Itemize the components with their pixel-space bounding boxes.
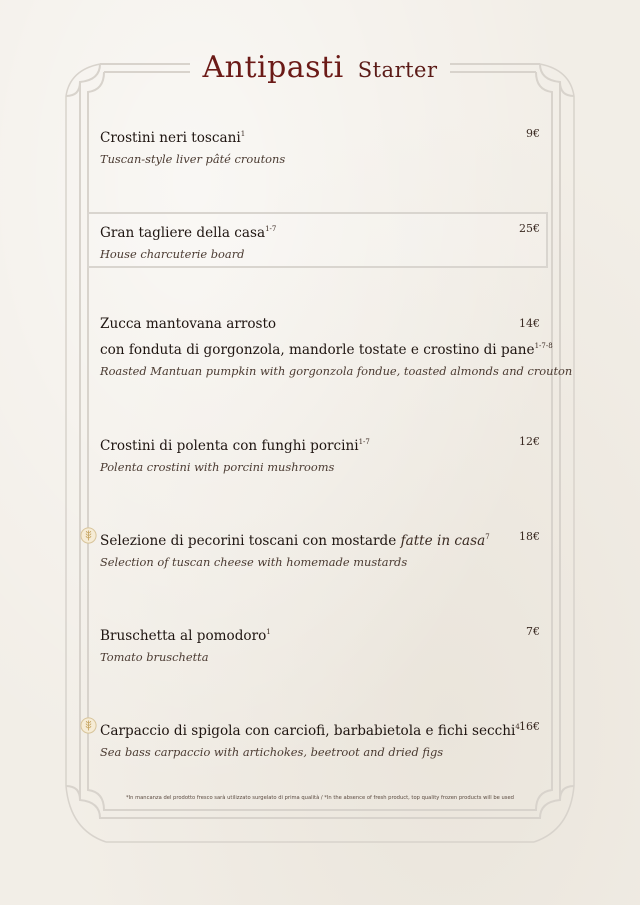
dish-price: 18€ — [519, 530, 540, 543]
allergen-codes: 1 — [240, 130, 246, 138]
dish-price: 9€ — [526, 127, 540, 140]
allergen-codes: 4 — [515, 723, 520, 731]
dish-item — [100, 716, 540, 759]
dish-price: 7€ — [526, 625, 540, 638]
allergen-codes: 1-7 — [358, 438, 370, 446]
wheat-badge-icon — [80, 527, 97, 544]
dish-description: Roasted Mantuan pumpkin with gorgonzola fondue, toasted almonds and crouton — [100, 364, 573, 378]
allergen-codes: 1 — [266, 628, 271, 636]
dish-item — [100, 526, 540, 569]
dish-name-line2: con fonduta di gorgonzola, mandorle tostate e crostino di pane$^{1-7-8}$ — [100, 342, 553, 358]
dish-price: 16€ — [519, 720, 540, 733]
title-english: Starter — [357, 58, 438, 82]
footer-note: *In mancanza del prodotto fresco sarà utilizzato surgelato di prima qualità / *In the absence of fresh product, top quality frozen products will be used — [126, 795, 514, 801]
page-title — [0, 50, 640, 85]
dish-price: 14€ — [519, 317, 540, 330]
dish-name: Carpaccio di spigola con carciofi, barbabietola e fichi secchi$^4$ — [100, 723, 520, 739]
dish-name: Gran tagliere della casa$^{1-7}$ — [100, 225, 277, 241]
dish-item — [100, 621, 540, 664]
dish-name: Crostini di polenta con funghi porcini$^{1-7}$ — [100, 438, 370, 454]
dish-name-italic: fatte in casa — [400, 533, 486, 549]
dish-name: Zucca mantovana arrosto — [100, 316, 277, 332]
dish-description: Tuscan-style liver pâté croutons — [100, 152, 286, 166]
dish-description: Polenta crostini with porcini mushrooms — [100, 460, 335, 474]
dish-name: Selezione di pecorini toscani con mostarde fatte in casa$^7$ — [100, 533, 490, 549]
dish-price: 25€ — [519, 222, 540, 235]
dish-name: Bruschetta al pomodoro$^1$ — [100, 628, 271, 644]
dish-description: Tomato bruschetta — [100, 650, 209, 664]
wheat-badge-icon — [80, 717, 97, 734]
dish-description: House charcuterie board — [100, 247, 245, 261]
dish-item — [100, 218, 540, 261]
allergen-codes: 1-7-8 — [534, 342, 553, 350]
allergen-codes: 1-7 — [265, 225, 277, 233]
dish-description: Selection of tuscan cheese with homemade mustards — [100, 555, 408, 569]
dish-description: Sea bass carpaccio with artichokes, beetroot and dried figs — [100, 745, 444, 759]
allergen-codes: 7 — [485, 533, 490, 541]
dish-name: Crostini neri toscani$^1$ — [100, 130, 246, 146]
dish-price: 12€ — [519, 435, 540, 448]
title-italian: Antipasti — [202, 50, 344, 85]
dish-item — [100, 313, 573, 378]
dish-item — [100, 431, 540, 474]
dish-item — [100, 123, 540, 166]
